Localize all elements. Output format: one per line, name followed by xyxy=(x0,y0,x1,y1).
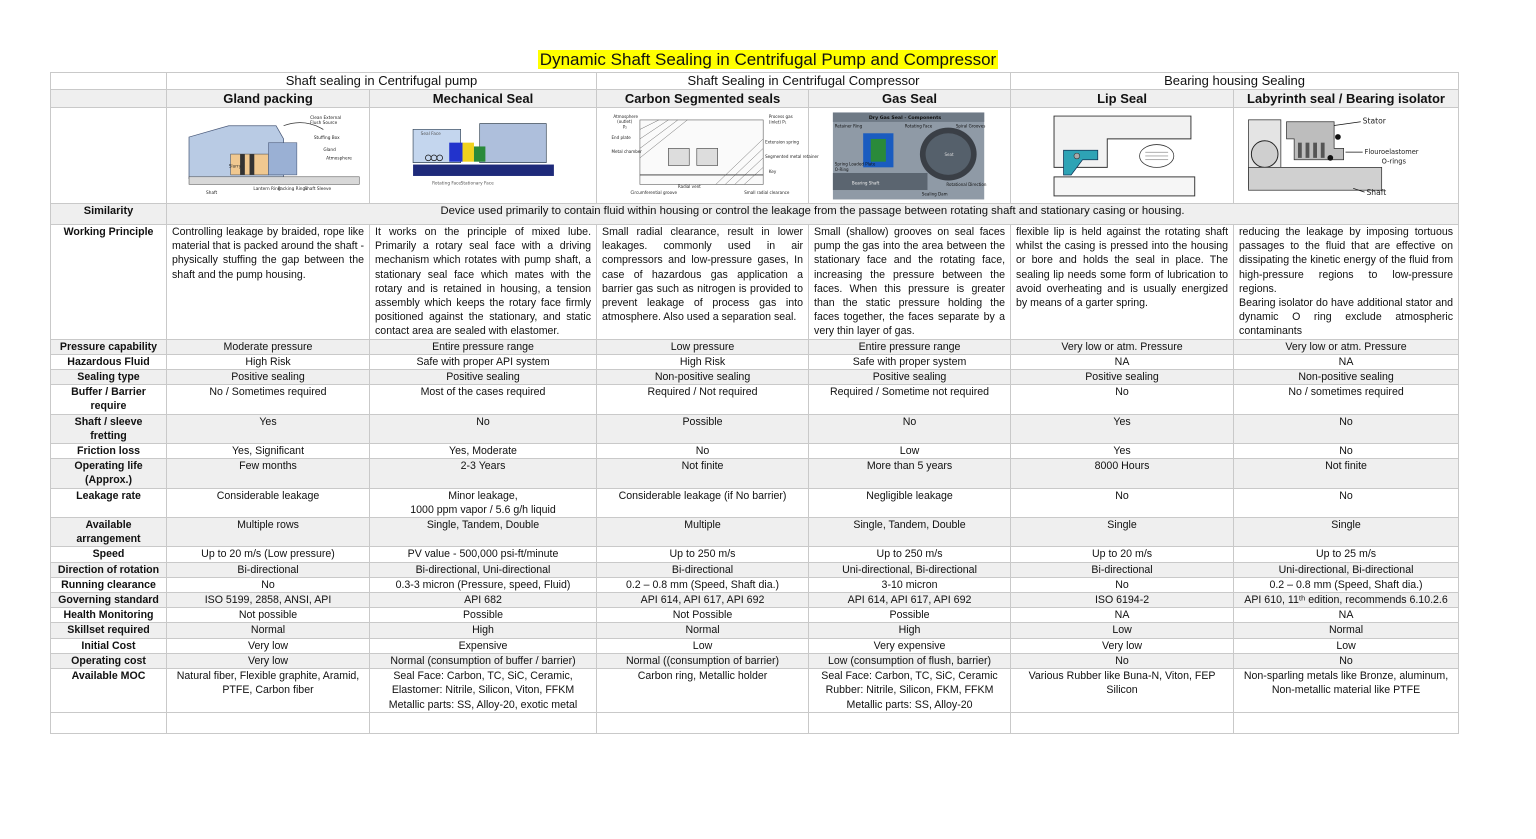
empty-cell xyxy=(809,712,1011,733)
labyrinth-seal-illustration xyxy=(1234,108,1459,204)
row-label: Running clearance xyxy=(51,577,167,592)
table-row xyxy=(51,518,1459,547)
carbon-label-inlet: (inlet) P₁ xyxy=(768,119,787,125)
mech-label-seal-face: Seal Face xyxy=(420,132,441,138)
cell-mechanical-seal: Minor leakage, 1000 ppm vapor / 5.6 g/h liquid xyxy=(370,488,597,517)
cell-mechanical-seal: Bi-directional, Uni-directional xyxy=(370,562,597,577)
row-label: Initial Cost xyxy=(51,638,167,653)
table-row xyxy=(51,669,1459,713)
gland-label-flush-source: Flush Source xyxy=(310,120,338,126)
cell-carbon-segmented-seals: Multiple xyxy=(597,518,809,547)
cell-lip-seal: Various Rubber like Buna-N, Viton, FEP Silicon xyxy=(1011,669,1234,713)
cell-gas-seal: Up to 250 m/s xyxy=(809,547,1011,562)
laby-label-stator: Stator xyxy=(1362,116,1386,126)
cell-labyrinth-seal: Non-sparling metals like Bronze, aluminum, Non-metallic material like PTFE xyxy=(1234,669,1459,713)
similarity-label: Similarity xyxy=(51,204,167,225)
cell-gas-seal: Possible xyxy=(809,608,1011,623)
cell-carbon-segmented-seals: Bi-directional xyxy=(597,562,809,577)
cell-carbon-segmented-seals: Normal ((consumption of barrier) xyxy=(597,653,809,668)
cell-lip-seal: NA xyxy=(1011,608,1234,623)
cell-gas-seal: Low (consumption of flush, barrier) xyxy=(809,653,1011,668)
cell-gas-seal: No xyxy=(809,414,1011,443)
gland-label-packing-rings: Packing Rings xyxy=(277,187,308,193)
similarity-row xyxy=(51,204,1459,225)
cell-carbon-segmented-seals: Possible xyxy=(597,414,809,443)
cell-carbon-segmented-seals: Normal xyxy=(597,623,809,638)
empty-cell xyxy=(370,712,597,733)
empty-cell xyxy=(597,712,809,733)
cell-lip-seal: Positive sealing xyxy=(1011,370,1234,385)
cell-mechanical-seal: Seal Face: Carbon, TC, SiC, Ceramic, Elastomer: Nitrile, Silicon, Viton, FFKM Metallic parts: SS, Alloy-20, exotic metal xyxy=(370,669,597,713)
gland-label-atmosphere: Atmosphere xyxy=(326,156,352,162)
cell-carbon-segmented-seals: No xyxy=(597,444,809,459)
similarity-text: Device used primarily to contain fluid within housing or control the leakage from the passage between rotating shaft and stationary casing or housing. xyxy=(167,204,1459,225)
gas-label-sealing-dam: Sealing Dam xyxy=(921,191,948,197)
cell-lip-seal: Single xyxy=(1011,518,1234,547)
cell-gas-seal: More than 5 years xyxy=(809,459,1011,488)
table-row xyxy=(51,488,1459,517)
cell-gland-packing: Moderate pressure xyxy=(167,339,370,354)
cell-gland-packing: Yes, Significant xyxy=(167,444,370,459)
cell-gas-seal: Small (shallow) grooves on seal faces pump the gas into the area between the stationary face and the rotating face, increasing the pressure between the faces. When this pressure is greater than the static pressure holding the faces together, the faces separate by a very thin layer of gas. xyxy=(809,225,1011,340)
cell-lip-seal: ISO 6194-2 xyxy=(1011,593,1234,608)
cell-labyrinth-seal: No xyxy=(1234,488,1459,517)
gas-seal-illustration xyxy=(809,108,1011,204)
cell-labyrinth-seal: Up to 25 m/s xyxy=(1234,547,1459,562)
column-lip-seal: Lip Seal xyxy=(1011,90,1234,108)
cell-labyrinth-seal: Non-positive sealing xyxy=(1234,370,1459,385)
cell-gas-seal: Positive sealing xyxy=(809,370,1011,385)
laby-label-flouroelastomer: Flouroelastomer xyxy=(1364,148,1419,157)
carbon-label-outlet: (outlet) xyxy=(617,118,633,124)
table-row xyxy=(51,385,1459,414)
corner-cell xyxy=(51,73,167,90)
laby-label-shaft: Shaft xyxy=(1366,187,1387,197)
cell-gland-packing: Normal xyxy=(167,623,370,638)
cell-carbon-segmented-seals: Low xyxy=(597,638,809,653)
cell-carbon-segmented-seals: Small radial clearance, result in lower leakages. commonly used in air compressors and low-pressure gases, In case of hazardous gas application a barrier gas such as nitrogen is provided to prevent leakage of process gas into atmosphere. Also used a separation seal. xyxy=(597,225,809,340)
carbon-label-radial-clearance: Small radial clearance xyxy=(744,189,790,195)
cell-lip-seal: No xyxy=(1011,385,1234,414)
cell-gas-seal: 3-10 micron xyxy=(809,577,1011,592)
table-row xyxy=(51,593,1459,608)
cell-gland-packing: Controlling leakage by braided, rope like material that is packed around the shaft - physically stuffing the gap between the shaft and the pump housing. xyxy=(167,225,370,340)
column-carbon-segmented-seals: Carbon Segmented seals xyxy=(597,90,809,108)
cell-lip-seal: flexible lip is held against the rotating shaft whilst the casing is pressed into the housing or bore and holds the seal in place. The sealing lip needs some form of lubrication to avoid overheating and is usually energized by means of a garter spring. xyxy=(1011,225,1234,340)
gland-packing-illustration xyxy=(167,108,370,204)
carbon-label-atmosphere: Atmosphere xyxy=(613,114,638,120)
cell-labyrinth-seal: Normal xyxy=(1234,623,1459,638)
table-row xyxy=(51,608,1459,623)
cell-gas-seal: High xyxy=(809,623,1011,638)
cell-gas-seal: Safe with proper system xyxy=(809,354,1011,369)
cell-gas-seal: Entire pressure range xyxy=(809,339,1011,354)
illustration-row xyxy=(51,108,1459,204)
cell-lip-seal: Very low xyxy=(1011,638,1234,653)
group-pump: Shaft sealing in Centrifugal pump xyxy=(167,73,597,90)
cell-gas-seal: Required / Sometime not required xyxy=(809,385,1011,414)
carbon-label-process-gas: Process gas xyxy=(768,114,793,120)
column-mechanical-seal: Mechanical Seal xyxy=(370,90,597,108)
cell-gas-seal: Single, Tandem, Double xyxy=(809,518,1011,547)
group-bearing-housing: Bearing housing Sealing xyxy=(1011,73,1459,90)
row-label: Buffer / Barrier require xyxy=(51,385,167,414)
cell-mechanical-seal: PV value - 500,000 psi-ft/minute xyxy=(370,547,597,562)
cell-labyrinth-seal: Not finite xyxy=(1234,459,1459,488)
row-label: Skillset required xyxy=(51,623,167,638)
row-label: Available arrangement xyxy=(51,518,167,547)
cell-labyrinth-seal: NA xyxy=(1234,608,1459,623)
cell-mechanical-seal: Safe with proper API system xyxy=(370,354,597,369)
gas-label-title: Dry Gas Seal - Components xyxy=(868,116,942,122)
row-label: Operating cost xyxy=(51,653,167,668)
table-row xyxy=(51,370,1459,385)
cell-lip-seal: Very low or atm. Pressure xyxy=(1011,339,1234,354)
gland-label-slurry: Slurry xyxy=(228,164,242,170)
table-row xyxy=(51,459,1459,488)
carbon-label-extension-spring: Extension spring xyxy=(765,139,799,145)
laby-label-orings: O-rings xyxy=(1381,157,1406,166)
cell-carbon-segmented-seals: High Risk xyxy=(597,354,809,369)
row-label: Pressure capability xyxy=(51,339,167,354)
row-label: Operating life (Approx.) xyxy=(51,459,167,488)
cell-gas-seal: Negligible leakage xyxy=(809,488,1011,517)
cell-gland-packing: No / Sometimes required xyxy=(167,385,370,414)
cell-gland-packing: High Risk xyxy=(167,354,370,369)
table-row xyxy=(51,444,1459,459)
cell-carbon-segmented-seals: Not finite xyxy=(597,459,809,488)
table-row xyxy=(51,547,1459,562)
empty-cell xyxy=(51,712,167,733)
cell-carbon-segmented-seals: API 614, API 617, API 692 xyxy=(597,593,809,608)
column-gas-seal: Gas Seal xyxy=(809,90,1011,108)
cell-mechanical-seal: 2-3 Years xyxy=(370,459,597,488)
group-compressor: Shaft Sealing in Centrifugal Compressor xyxy=(597,73,1011,90)
empty-cell xyxy=(1234,712,1459,733)
cell-mechanical-seal: Expensive xyxy=(370,638,597,653)
gland-label-lantern-ring: Lantern Ring xyxy=(253,187,281,193)
row-label: Leakage rate xyxy=(51,488,167,517)
empty-cell xyxy=(1011,712,1234,733)
cell-carbon-segmented-seals: Up to 250 m/s xyxy=(597,547,809,562)
table-row xyxy=(51,225,1459,340)
gas-label-retainer-ring: Retainer Ring xyxy=(834,123,863,129)
cell-lip-seal: No xyxy=(1011,488,1234,517)
cell-mechanical-seal: Most of the cases required xyxy=(370,385,597,414)
row-label: Available MOC xyxy=(51,669,167,713)
cell-mechanical-seal: Yes, Moderate xyxy=(370,444,597,459)
cell-labyrinth-seal: No xyxy=(1234,444,1459,459)
cell-mechanical-seal: It works on the principle of mixed lube. Primarily a rotary seal face with a driving mechanism which rotates with pump shaft, a stationary seal face which mates with the rotary and is retained in housing, a tension assembly which keeps the rotary face firmly positioned against the stationary, and static contact area are sealed with elastomer. xyxy=(370,225,597,340)
mechanical-seal-image xyxy=(375,108,591,203)
cell-labyrinth-seal: Uni-directional, Bi-directional xyxy=(1234,562,1459,577)
gas-label-rotational: Rotational Direction xyxy=(946,182,987,188)
comparison-table xyxy=(50,72,1459,734)
row-label: Governing standard xyxy=(51,593,167,608)
cell-gland-packing: Bi-directional xyxy=(167,562,370,577)
cell-lip-seal: 8000 Hours xyxy=(1011,459,1234,488)
cell-gland-packing: Not possible xyxy=(167,608,370,623)
table-row xyxy=(51,562,1459,577)
cell-lip-seal: Bi-directional xyxy=(1011,562,1234,577)
empty-cell xyxy=(167,712,370,733)
cell-gland-packing: Very low xyxy=(167,653,370,668)
group-header-row xyxy=(51,73,1459,90)
cell-carbon-segmented-seals: Considerable leakage (if No barrier) xyxy=(597,488,809,517)
cell-lip-seal: Yes xyxy=(1011,444,1234,459)
gas-label-oring: O-Ring xyxy=(834,167,849,173)
mechanical-seal-illustration xyxy=(370,108,597,204)
cell-mechanical-seal: No xyxy=(370,414,597,443)
cell-gas-seal: Uni-directional, Bi-directional xyxy=(809,562,1011,577)
cell-labyrinth-seal: Single xyxy=(1234,518,1459,547)
row-label: Friction loss xyxy=(51,444,167,459)
cell-lip-seal: Low xyxy=(1011,623,1234,638)
row-label: Working Principle xyxy=(51,225,167,340)
cell-labyrinth-seal: 0.2 – 0.8 mm (Speed, Shaft dia.) xyxy=(1234,577,1459,592)
cell-gland-packing: Natural fiber, Flexible graphite, Aramid, PTFE, Carbon fiber xyxy=(167,669,370,713)
gas-seal-image xyxy=(814,108,1005,203)
corner-cell xyxy=(51,108,167,204)
cell-labyrinth-seal: No xyxy=(1234,653,1459,668)
gas-label-spring-plate: Spring Loaded Plate xyxy=(834,161,876,167)
column-gland-packing: Gland packing xyxy=(167,90,370,108)
cell-mechanical-seal: High xyxy=(370,623,597,638)
cell-labyrinth-seal: No xyxy=(1234,414,1459,443)
gas-label-spiral-grooves: Spiral Grooves xyxy=(955,123,986,129)
gas-label-bearing-shaft: Bearing Shaft xyxy=(851,180,880,186)
row-label: Health Monitoring xyxy=(51,608,167,623)
cell-labyrinth-seal: NA xyxy=(1234,354,1459,369)
gland-label-stuffing-box: Stuffing Box xyxy=(313,135,340,141)
cell-carbon-segmented-seals: Not Possible xyxy=(597,608,809,623)
carbon-segmented-illustration xyxy=(597,108,819,204)
row-label: Direction of rotation xyxy=(51,562,167,577)
title-text: Dynamic Shaft Sealing in Centrifugal Pump and Compressor xyxy=(539,50,997,69)
carbon-label-end-plate: End plate xyxy=(611,134,631,140)
row-label: Hazardous Fluid xyxy=(51,354,167,369)
cell-lip-seal: No xyxy=(1011,653,1234,668)
gland-label-flush: Clean External xyxy=(310,116,342,122)
corner-cell xyxy=(51,90,167,108)
cell-lip-seal: Up to 20 m/s xyxy=(1011,547,1234,562)
carbon-label-key: Key xyxy=(768,169,777,175)
carbon-label-retainer: Segmented metal retainer xyxy=(765,153,819,159)
cell-lip-seal: NA xyxy=(1011,354,1234,369)
row-label: Sealing type xyxy=(51,370,167,385)
cell-gland-packing: Very low xyxy=(167,638,370,653)
gland-label-shaft-sleeve: Shaft Sleeve xyxy=(304,187,332,193)
cell-gland-packing: Considerable leakage xyxy=(167,488,370,517)
cell-mechanical-seal: Normal (consumption of buffer / barrier) xyxy=(370,653,597,668)
mech-label-stationary-face: Stationary Face xyxy=(460,181,494,187)
cell-labyrinth-seal: No / sometimes required xyxy=(1234,385,1459,414)
mech-label-rotating-face: Rotating Face xyxy=(432,181,462,187)
cell-gland-packing: ISO 5199, 2858, ANSI, API xyxy=(167,593,370,608)
column-labyrinth-seal: Labyrinth seal / Bearing isolator xyxy=(1234,90,1459,108)
table-row xyxy=(51,339,1459,354)
cell-gland-packing: No xyxy=(167,577,370,592)
carbon-label-metal-chamber: Metal chamber xyxy=(611,149,643,155)
cell-lip-seal: Yes xyxy=(1011,414,1234,443)
row-label: Shaft / sleeve fretting xyxy=(51,414,167,443)
cell-lip-seal: No xyxy=(1011,577,1234,592)
cell-mechanical-seal: API 682 xyxy=(370,593,597,608)
labyrinth-seal-image xyxy=(1239,108,1453,203)
table-row xyxy=(51,623,1459,638)
gland-packing-image xyxy=(172,108,364,203)
cell-gland-packing: Few months xyxy=(167,459,370,488)
cell-gas-seal: Very expensive xyxy=(809,638,1011,653)
table-row xyxy=(51,354,1459,369)
table-row xyxy=(51,638,1459,653)
cell-gland-packing: Up to 20 m/s (Low pressure) xyxy=(167,547,370,562)
carbon-label-groove: Circumferential groove xyxy=(630,189,678,195)
cell-carbon-segmented-seals: Non-positive sealing xyxy=(597,370,809,385)
column-header-row xyxy=(51,90,1459,108)
cell-carbon-segmented-seals: Low pressure xyxy=(597,339,809,354)
gas-label-seat: Seat xyxy=(944,151,954,157)
cell-gas-seal: Seal Face: Carbon, TC, SiC, Ceramic Rubber: Nitrile, Silicon, FKM, FFKM Metallic parts: SS, Alloy-20 xyxy=(809,669,1011,713)
lip-seal-image xyxy=(1016,108,1228,203)
gas-label-rotating-face: Rotating Face xyxy=(904,123,933,129)
cell-carbon-segmented-seals: Carbon ring, Metallic holder xyxy=(597,669,809,713)
cell-labyrinth-seal: Low xyxy=(1234,638,1459,653)
page-title xyxy=(0,49,1536,71)
gland-label-gland: Gland xyxy=(323,148,336,154)
cell-gland-packing: Multiple rows xyxy=(167,518,370,547)
cell-labyrinth-seal: Very low or atm. Pressure xyxy=(1234,339,1459,354)
lip-seal-illustration xyxy=(1011,108,1234,204)
cell-labyrinth-seal: reducing the leakage by imposing tortuous passages to the fluid that are effective on dissipating the kinetic energy of the fluid from high-pressure regions to low-pressure regions. Bearing isolator do have additional stator and dynamic O ring exclude atmospheric contaminants xyxy=(1234,225,1459,340)
table-row xyxy=(51,653,1459,668)
cell-mechanical-seal: Possible xyxy=(370,608,597,623)
cell-gas-seal: Low xyxy=(809,444,1011,459)
cell-mechanical-seal: Single, Tandem, Double xyxy=(370,518,597,547)
carbon-label-p2: P₂ xyxy=(622,124,627,130)
carbon-segmented-image xyxy=(602,108,819,203)
table-footer-row xyxy=(51,712,1459,733)
cell-carbon-segmented-seals: 0.2 – 0.8 mm (Speed, Shaft dia.) xyxy=(597,577,809,592)
carbon-label-radial-vent: Radial vent xyxy=(677,184,701,190)
cell-labyrinth-seal: API 610, 11ᵗʰ edition, recommends 6.10.2.6 xyxy=(1234,593,1459,608)
cell-carbon-segmented-seals: Required / Not required xyxy=(597,385,809,414)
table-row xyxy=(51,577,1459,592)
cell-mechanical-seal: Entire pressure range xyxy=(370,339,597,354)
gland-label-shaft: Shaft xyxy=(206,190,218,196)
row-label: Speed xyxy=(51,547,167,562)
table-row xyxy=(51,414,1459,443)
cell-gland-packing: Positive sealing xyxy=(167,370,370,385)
cell-mechanical-seal: Positive sealing xyxy=(370,370,597,385)
cell-gas-seal: API 614, API 617, API 692 xyxy=(809,593,1011,608)
cell-mechanical-seal: 0.3-3 micron (Pressure, speed, Fluid) xyxy=(370,577,597,592)
cell-gland-packing: Yes xyxy=(167,414,370,443)
